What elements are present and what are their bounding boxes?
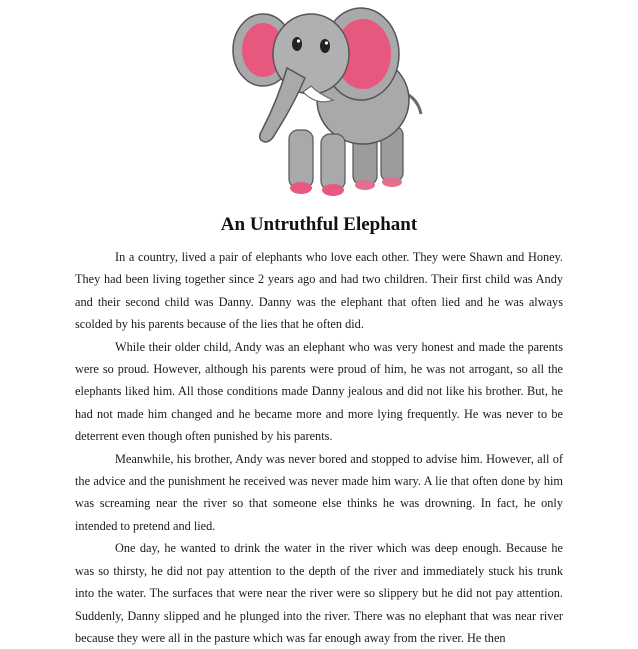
paragraph-1: In a country, lived a pair of elephants who love each other. They were Shawn and Honey. They had been living together since 2 years ago and had two children. Their first child was Andy and their second child was Danny. Danny was the elephant that often lied and he was always scolded by his parents because of the lies that he often did.: [75, 250, 563, 332]
paragraph-4: One day, he wanted to drink the water in the river which was deep enough. Because he was so thirsty, he did not pay attention to the depth of the river and immediately stuck his trunk into the water. The surfaces that were near the river were so slippery but he did not pay attention. Suddenly, Danny slipped and he plunged into the river. There was no elephant that was near river because they were all in the pasture which was far enough away from the river. He then: [75, 541, 563, 645]
story-title: An Untruthful Elephant: [220, 214, 418, 235]
elephant-cartoon-icon: [225, 2, 440, 198]
paragraph-2: While their older child, Andy was an elephant who was very honest and made the parents were so proud. However, although his parents were proud of him, he was not arrogant, so all the elephants liked him. All those conditions made Danny jealous and did not like his brother. But, he had not made him changed and he became more and more lying frequently. He was never to be deterrent even though often punished by his parents.: [75, 339, 563, 444]
paragraph-3: Meanwhile, his brother, Andy was never bored and stopped to advise him. However, all of the advice and the punishment he received was never made him wary. A lie that often done by him was screaming near the river so that someone else thinks he was drowning. In fact, he only intended to pretend and lied.: [75, 451, 563, 533]
story-body: [75, 246, 563, 649]
